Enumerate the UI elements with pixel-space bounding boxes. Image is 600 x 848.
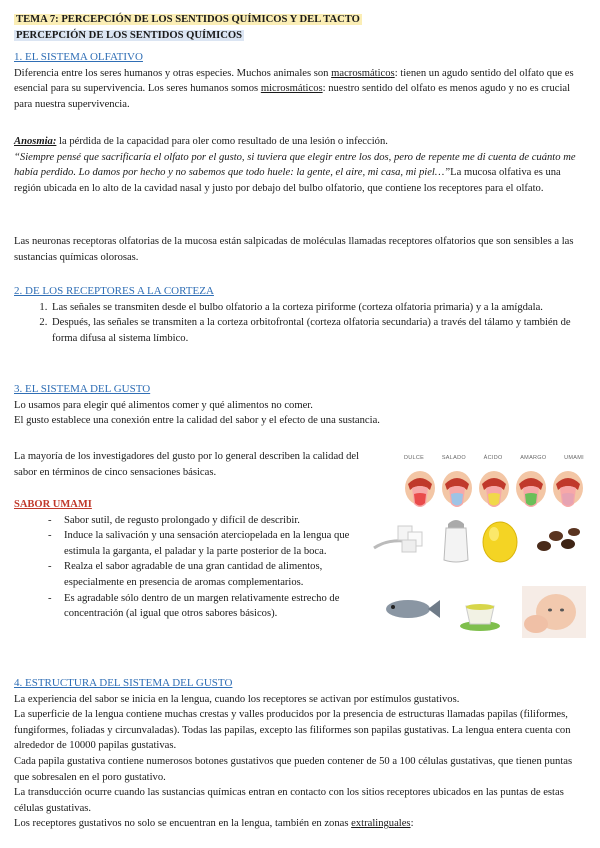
list-item: - Induce la salivación y una sensación aterciopelada en la lengua que estimula la garganta, el paladar y la parte posterior de la boca. [48, 528, 374, 559]
title-block [14, 12, 586, 43]
neuronas-paragraph: Las neuronas receptoras olfatorias de la mucosa están salpicadas de moléculas llamadas receptores olfatorios que son sensibles a las sustancias químicas olorosas. [14, 236, 574, 263]
list-item: 2. Después, las señales se transmiten a la corteza orbitofrontal (corteza olfatoria secundaria) a través del tálamo y también de forma difusa al sistema límbico. [50, 315, 586, 346]
taste-label: DULCE [404, 455, 425, 461]
tongue-face [552, 470, 584, 510]
sensaciones-paragraph: La mayoría de los investigadores del gusto por lo general describen la calidad del sabor en términos de cinco sensaciones básicas. [14, 451, 360, 478]
section-heading-olfativo: 1. EL SISTEMA OLFATIVO [14, 51, 143, 63]
taste-label: AMARGO [520, 455, 547, 461]
section-olfativo [14, 50, 586, 112]
tongue-face [441, 470, 473, 510]
anosmia-block [14, 134, 586, 196]
list-item: - Sabor sutil, de regusto prolongado y difícil de describir. [48, 513, 374, 529]
extralinguales-paragraph: Los receptores gustativos no solo se encuentran en la lengua, también en zonas extralinguales: [14, 818, 414, 830]
anosmia-quote: “Siempre pensé que sacrificaría el olfato por el gusto, si tuviera que elegir entre los dos, pero de repente me di cuenta de cuánto me había perdido. Lo damos por hecho y no sabemos que todo huele: la gente, el aire, mi casa, mi piel…” [14, 151, 576, 179]
page-title: TEMA 7: PERCEPCIÓN DE LOS SENTIDOS QUÍMICOS Y DEL TACTO [16, 14, 360, 25]
section-heading-umami: SABOR UMAMI [14, 499, 92, 510]
green-tea-image [458, 592, 502, 632]
list-item: 1. Las señales se transmiten desde el bulbo olfatorio a la corteza piriforme (corteza olfatoria primaria) y a la amígdala. [50, 300, 586, 316]
section-heading-corteza: 2. DE LOS RECEPTORES A LA CORTEZA [14, 285, 214, 297]
lemon-image [480, 518, 520, 564]
section-estructura: 4. ESTRUCTURA DEL SISTEMA DEL GUSTO La experiencia del sabor se inicia en la lengua, cuando los receptores se activan por estímulos gustativos. La superficie de la lengua contiene muchas crestas y valles producidos por la presencia de estructuras llamadas papilas (filiformes, fungiformes, foliadas y circunvaladas). Todas las papilas, excepto las filiformes son papilas gustativas. La lengua entera cuenta con alrededor de 10000 papilas gustativas. Cada papila gustativa contiene numerosos botones gustativos que pueden contener de 50 a 100 células gustativas, que tienen puntas que sobresalen en el poro gustativo. La transducción ocurre cuando las sustancias químicas entran en contacto con los sitios receptores ubicados en las puntas de estas células gustativas. Los receptores gustativos no solo se encuentran en la lengua, también en zonas extralinguales: [14, 676, 586, 832]
section-heading-gusto: 3. EL SISTEMA DEL GUSTO [14, 383, 151, 395]
quote-paragraph: “Siempre pensé que sacrificaría el olfato por el gusto, si tuviera que elegir entre los dos, pero de repente me di cuenta de cuánto me había perdido. Lo damos por hecho y no sabemos que todo huele: la gente, el aire, mi casa, mi piel…”La mucosa olfativa es una región ubicada en lo alto de la cavidad nasal y justo por debajo del bulbo olfatorio, que contiene los receptores para el olfato. [14, 151, 576, 194]
fish-image [380, 594, 442, 624]
taste-label: UMAMI [564, 455, 584, 461]
corteza-list [14, 300, 586, 347]
taste-label: ÁCIDO [483, 455, 503, 461]
sugar-cubes-image [372, 518, 434, 558]
list-item: - Realza el sabor agradable de una gran cantidad de alimentos, especialmente en presencia de aromas complementarios. [48, 559, 374, 590]
section-gusto: 3. EL SISTEMA DEL GUSTO Lo usamos para elegir qué alimentos comer y qué alimentos no comer. El gusto establece una conexión entre la calidad del sabor y el efecto de una sustancia. [14, 382, 586, 429]
taste-illustration [404, 451, 584, 509]
section-heading-estructura: 4. ESTRUCTURA DEL SISTEMA DEL GUSTO [14, 677, 233, 689]
coffee-beans-image [534, 524, 582, 558]
paragraph-macrosmaticos: Diferencia entre los seres humanos y otras especies. Muchos animales son macrosmáticos: tienen un agudo sentido del olfato que es esencial para su supervivencia. Los seres humanos somos microsmáticos: nuestro sentido del olfato es menos agudo y no es crucial para nuestra supervivencia. [14, 67, 574, 110]
tongue-faces [404, 470, 584, 510]
tongue-face [404, 470, 436, 510]
baby-image [522, 586, 586, 638]
umami-list [14, 513, 374, 622]
section-corteza [14, 284, 586, 346]
anosmia-definition: Anosmia: la pérdida de la capacidad para oler como resultado de una lesión o infección. [14, 136, 388, 147]
section-umami [14, 497, 374, 622]
salt-shaker-image [440, 516, 472, 564]
taste-labels [404, 451, 584, 467]
tongue-face [478, 470, 510, 510]
page-subtitle: PERCEPCIÓN DE LOS SENTIDOS QUÍMICOS [16, 29, 243, 41]
list-item: - Es agradable sólo dentro de un margen relativamente estrecho de concentración (al igual que otros sabores básicos). [48, 591, 374, 622]
taste-label: SALADO [441, 455, 466, 461]
tongue-face [515, 470, 547, 510]
